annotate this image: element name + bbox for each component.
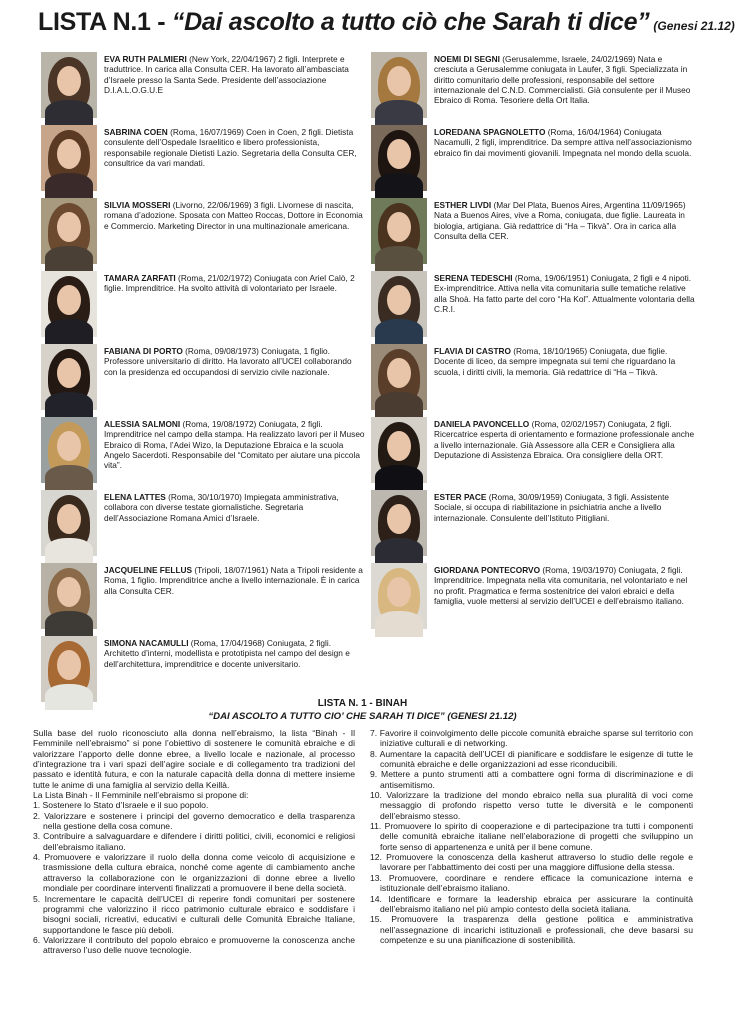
program-point: 9. Mettere a punto strumenti atti a combattere ogni forma di discriminazione e di antisemitismo. — [370, 769, 693, 790]
candidate-bio — [434, 54, 696, 105]
program-point: 13. Promuovere, coordinare e rendere efficace la comunicazione interna e istituzionale dell’ebraismo italiano. — [370, 872, 693, 894]
program-point: 15. Promuovere la trasparenza della gestione politica e amministrativa nell’assegnazione di incarichi istituzionali e professionali, che deve basarsi su competenze e su una pianificazione di sostenibilità. — [370, 914, 693, 945]
candidate-bio — [104, 200, 366, 231]
candidate-photo — [41, 636, 97, 702]
candidate-bio — [104, 273, 366, 294]
candidate-info: (Roma, 19/08/1972) Coniugata, 2 figli. Imprenditrice nel campo della stampa. Ha realizzato lavori per il Museo Ebraico di Roma, l’Adei Wizo, la Deputazione Ebraica e la scuola Angelo Sacerdoti. Responsabile del “Comitato per aiutare una piccola vita”. — [104, 419, 365, 471]
candidate-card — [38, 269, 368, 339]
candidate-name: GIORDANA PONTECORVO — [434, 565, 541, 575]
program-point: 11. Promuovere lo spirito di cooperazione e di partecipazione tra tutti i componenti delle comunità ebraiche italiane nell’elaborazione di progetti che sviluppino un forte senso di appartenenza e unità per il bene comune. — [370, 821, 693, 852]
candidate-info: (Roma, 21/02/1972) Coniugata con Ariel Calò, 2 figlie. Imprenditrice. Ha svolto attività di volontariato per Israele. — [104, 273, 355, 294]
candidate-card — [368, 50, 698, 120]
candidate-name: DANIELA PAVONCELLO — [434, 419, 530, 429]
candidate-card — [368, 488, 698, 558]
candidate-photo — [371, 344, 427, 410]
candidate-card — [368, 415, 698, 485]
program-point: 10. Valorizzare la tradizione del mondo ebraico nella sua pluralità di voci come messaggio di profondo rispetto verso tutte le diversità e le componenti dell’ebraismo stesso. — [370, 790, 693, 821]
candidate-info: (Tripoli, 18/07/1961) Nata a Tripoli residente a Roma, 1 figlio. Imprenditrice anche a livello internazionale. È in carica alla Consulta CER. — [104, 565, 363, 596]
candidate-photo — [41, 125, 97, 191]
candidate-photo — [41, 417, 97, 483]
candidate-bio — [104, 346, 366, 377]
candidate-card — [38, 415, 368, 485]
candidate-bio — [434, 419, 696, 460]
candidate-card — [38, 123, 368, 193]
program-left-column — [33, 728, 355, 956]
list-number: LISTA N.1 - — [38, 8, 172, 36]
candidate-name: NOEMI DI SEGNI — [434, 54, 500, 64]
candidate-info: (Roma, 19/03/1970) Coniugata, 2 figli. Imprenditrice. Impegnata nella vita comunitaria, nel volontariato e nel no profit. Pragmatica e ferma sostenitrice dei valori ebraici e della famiglia, vuole mettersi al servizio dell’UCEI e dell’ebraismo italiano. — [434, 565, 688, 606]
candidate-name: ALESSIA SALMONI — [104, 419, 181, 429]
candidate-info: (New York, 22/04/1967) 2 figli. Interprete e traduttrice. In carica alla Consulta CER. Ha lavorato all’ambasciata d’Israele presso la Santa Sede. Presidente dell’associazione D.I.A.L.O.G.U.E — [104, 54, 349, 95]
program-point: 12. Promuovere la conoscenza della kasherut attraverso lo studio delle regole e lavorare per l’abbattimento dei costi per una maggiore diffusione della stessa. — [370, 852, 693, 873]
candidate-photo — [371, 490, 427, 556]
candidate-bio — [104, 565, 366, 596]
program-point: 2. Valorizzare e sostenere i principi del governo democratico e della trasparenza nella gestione della cosa comune. — [33, 810, 355, 832]
candidate-photo — [371, 52, 427, 118]
program-subtitle: “DAI ASCOLTO A TUTTO CIO’ CHE SARAH TI DICE” (GENESI 21.12) — [208, 711, 517, 722]
candidate-card — [38, 488, 368, 558]
page-header — [38, 8, 735, 38]
candidate-name: SABRINA COEN — [104, 127, 168, 137]
candidate-name: JACQUELINE FELLUS — [104, 565, 193, 575]
candidate-card — [38, 50, 368, 120]
program-point: 5. Incrementare le capacità dell’UCEI di reperire fondi comunitari per sostenere programmi che valorizzino il ricco patrimonio culturale ebraico e soddisfare i bisogni sociali, ricreativi, educativi e culturali delle Comunità Ebraiche Italiane, supportandone le fasce più deboli. — [33, 893, 355, 935]
candidate-name: ELENA LATTES — [104, 492, 166, 502]
program-intro: Sulla base del ruolo riconosciuto alla donna nell’ebraismo, la lista “Binah - Il Femminile nell’ebraismo” si pone l’obiettivo di sostenere le comunità ebraiche e di valorizzare l’apporto delle donne ebree, a livello locale e nazionale, al processo d’integrazione tra i vari spazi dell’agire sociale e di collegamento tra tradizioni del passato e identità futura, e con la naturale capacità della donna di mettere insieme tutte le anime di una famiglia al servizio della Keillà. — [33, 728, 355, 790]
program-point: 3. Contribuire a salvaguardare e difendere i diritti politici, civili, economici e religiosi dell’ebraismo italiano. — [33, 831, 355, 852]
program-point: 4. Promuovere e valorizzare il ruolo della donna come veicolo di acquisizione e trasmissione della cultura ebraica, nonché come agente di cambiamento anche attraverso la collaborazione con le organizzazioni di donne ebree a livello mondiale per coordinare interventi finalizzati a promuovere il bene della società. — [33, 852, 355, 894]
candidate-info: (Roma, 17/04/1968) Coniugata, 2 figli. Architetto d’interni, modellista e prototipista nel campo del design e dell’architettura, imprenditrice e docente universitario. — [104, 638, 350, 669]
candidate-name: EVA RUTH PALMIERI — [104, 54, 187, 64]
candidate-card — [38, 634, 368, 704]
candidate-card — [368, 561, 698, 631]
program-title: LISTA N. 1 - BINAH — [317, 698, 408, 709]
candidate-photo — [371, 271, 427, 337]
candidate-photo — [371, 125, 427, 191]
candidate-bio — [434, 127, 696, 158]
candidate-info: (Roma, 02/02/1957) Coniugata, 2 figli. Ricercatrice esperta di orientamento e formazione professionale anche a livello internazionale. Già Assessore alla CER e Consigliera alla Deputazione di Assistenza Ebraica. Ora consigliere della ORT. — [434, 419, 695, 460]
program-point: 6. Valorizzare il contributo del popolo ebraico e promuoverne la conoscenza anche attraverso l’uso delle nuove tecnologie. — [33, 934, 355, 956]
candidate-name: SILVIA MOSSERI — [104, 200, 171, 210]
candidate-card — [38, 196, 368, 266]
candidate-name: SERENA TEDESCHI — [434, 273, 513, 283]
candidate-info: (Livorno, 22/06/1969) 3 figli. Livornese di nascita, romana d’adozione. Sposata con Matteo Roccas, Dottore in Economia e Commercio. Marketing Director in una multinazionale americana. — [104, 200, 363, 231]
candidate-info: (Roma, 16/07/1969) Coen in Coen, 2 figli. Dietista consulente dell’Ospedale Israelitico e libero professionista, responsabile regionale Dietisti Lazio. Segretaria della Consulta CER, consultrice da vari mandati. — [104, 127, 357, 168]
candidate-info: (Roma, 19/06/1951) Coniugata, 2 figli e 4 nipoti. Ex-imprenditrice. Attiva nella vita comunitaria sulle tematiche relative alla Shoà. Ha fatto parte del coro “Ha Kol”. Attualmente volontaria della C.R.I. — [434, 273, 695, 314]
candidate-photo — [41, 52, 97, 118]
candidate-name: ESTHER LIVDI — [434, 200, 492, 210]
program-point: 1. Sostenere lo Stato d’Israele e il suo popolo. — [33, 800, 209, 811]
candidate-bio — [104, 54, 366, 95]
candidate-name: TAMARA ZARFATI — [104, 273, 176, 283]
candidate-info: (Roma, 16/04/1964) Coniugata Nacamulli, 2 figli, imprenditrice. Da sempre attiva nell’associazionismo ebraico fin dai movimenti giovanili. Impegnata nel mondo della scuola. — [434, 127, 692, 158]
candidate-info: (Roma, 30/10/1970) Impiegata amministrativa, collabora con diverse testate giornalistiche. Segretaria dell’Associazione Romana Amici d’Israele. — [104, 492, 339, 523]
candidate-name: FLAVIA DI CASTRO — [434, 346, 511, 356]
candidate-bio — [104, 127, 366, 168]
candidate-bio — [434, 492, 696, 523]
candidate-photo — [41, 344, 97, 410]
list-motto: “Dai ascolto a tutto ciò che Sarah ti dice” — [171, 8, 650, 36]
candidate-bio — [104, 492, 366, 523]
candidate-name: FABIANA DI PORTO — [104, 346, 183, 356]
candidate-photo — [371, 198, 427, 264]
program-point: 8. Aumentare la capacità dell’UCEI di pianificare e soddisfare le esigenze di tutte le comunità ebraiche e delle organizzazioni ad esse riconducibili. — [370, 748, 693, 770]
candidate-photo — [41, 490, 97, 556]
program-lead: La Lista Binah - Il Femminile nell’ebraismo si propone di: — [33, 790, 249, 801]
candidate-bio — [434, 273, 696, 314]
motto-reference: (Genesi 21.12) — [653, 19, 735, 33]
candidate-info: (Roma, 18/10/1965) Coniugata, due figlie. Docente di liceo, da sempre impegnata sui temi che riguardano la scuola, i diritti civili, la memoria. Già redattrice di “Ha – Tikvà. — [434, 346, 676, 377]
candidate-photo — [41, 563, 97, 629]
candidate-info: (Mar Del Plata, Buenos Aires, Argentina 11/09/1965) Nata a Buenos Aires, vive a Roma, coniugata, due figlie. Laureata in biologia, artigiana. Già redattrice di “Ha – Tikvà”. Ora in carica alla Consulta della CER. — [434, 200, 686, 241]
candidate-name: SIMONA NACAMULLI — [104, 638, 189, 648]
candidate-bio — [104, 638, 366, 669]
candidate-bio — [434, 200, 696, 241]
candidate-card — [368, 196, 698, 266]
program-point: 14. Identificare e formare la leadership ebraica per assicurare la continuità dell’ebraismo italiano nel più ampio contesto della società italiana. — [370, 893, 693, 914]
program-right-column — [370, 728, 693, 945]
candidate-info: (Gerusalemme, Israele, 24/02/1969) Nata e cresciuta a Gerusalemme coniugata in Laufer, 3 figli. Specializzata in diritto comunitario delle professioni, responsabile del settore internazionale del C.N.D. Commercialisti. Già consulente per il Museo Ebraico di Roma. Tesoriere della Ort Italia. — [434, 54, 691, 106]
candidate-card — [38, 561, 368, 631]
candidate-bio — [434, 346, 696, 377]
candidate-photo — [371, 563, 427, 629]
candidate-bio — [104, 419, 366, 470]
candidate-bio — [434, 565, 696, 606]
candidate-card — [368, 269, 698, 339]
candidate-photo — [371, 417, 427, 483]
candidate-card — [368, 123, 698, 193]
candidate-card — [368, 342, 698, 412]
candidate-info: (Roma, 30/09/1959) Coniugata, 3 figli. Assistente Sociale, si occupa di riabilitazione in psichiatria anche a livello internazionale. Consulente dell’Istituto Pitigliani. — [434, 492, 670, 523]
candidate-name: LOREDANA SPAGNOLETTO — [434, 127, 546, 137]
program-point: 7. Favorire il coinvolgimento delle piccole comunità ebraiche sparse sul territorio con iniziative culturali e di networking. — [370, 728, 693, 749]
candidate-info: (Roma, 09/08/1973) Coniugata, 1 figlio. Professore universitario di diritto. Ha lavorato all’UCEI collaborando con la presidenza ed occupandosi di servizio civile nazionale. — [104, 346, 352, 377]
candidate-photo — [41, 271, 97, 337]
candidate-name: ESTER PACE — [434, 492, 487, 502]
candidate-card — [38, 342, 368, 412]
candidate-photo — [41, 198, 97, 264]
